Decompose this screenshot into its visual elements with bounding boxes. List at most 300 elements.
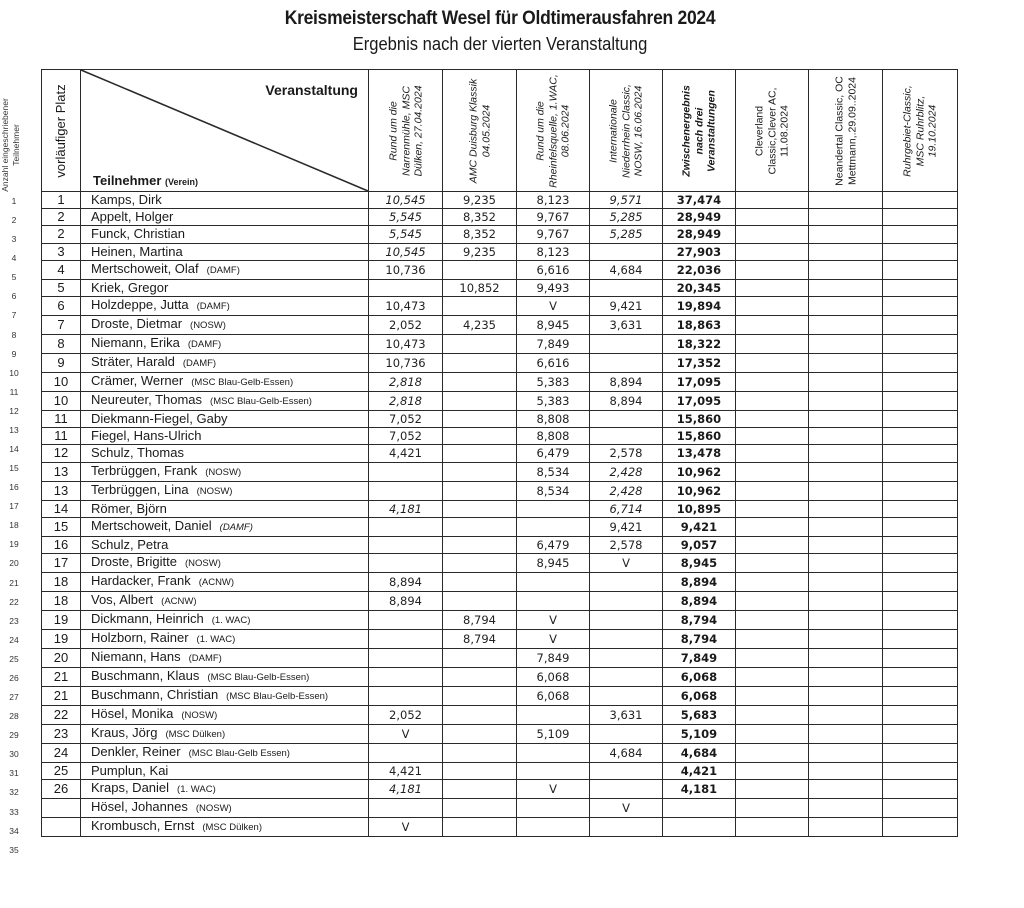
interim-total: 4,181 [663, 780, 736, 799]
participant-name: Krombusch, Ernst [91, 818, 195, 834]
event-header-line: 19.10.2024 [926, 104, 939, 157]
event-score-8 [883, 226, 958, 243]
place-cell: 18 [42, 572, 81, 591]
event-score-4: 5,285 [590, 209, 663, 226]
row-number: 35 [9, 844, 19, 855]
place-cell: 5 [42, 279, 81, 296]
participant-cell [81, 500, 369, 517]
event-score-6 [736, 572, 809, 591]
event-score-3: 8,534 [517, 481, 590, 500]
event-header-line: Mettmann,.29.09..2024 [845, 76, 858, 185]
event-score-7 [809, 572, 883, 591]
event-score-8 [883, 818, 958, 837]
table-row [42, 243, 958, 260]
table-row [42, 500, 958, 517]
event-header-line: Zwischenergebnis [680, 84, 693, 177]
event-score-6 [736, 724, 809, 743]
row-number: 11 [9, 386, 19, 397]
event-score-1: 4,421 [369, 445, 443, 462]
event-score-3 [517, 743, 590, 762]
event-score-4 [590, 334, 663, 353]
participant-cell [81, 629, 369, 648]
place-cell: 26 [42, 780, 81, 799]
event-score-1: 2,052 [369, 315, 443, 334]
interim-total: 13,478 [663, 445, 736, 462]
table-row [42, 315, 958, 334]
interim-total: 18,322 [663, 334, 736, 353]
event-score-2 [443, 260, 517, 279]
participant-cell [81, 705, 369, 724]
interim-total: 8,945 [663, 553, 736, 572]
club-name: (MSC Blau-Gelb Essen) [188, 747, 290, 759]
participant-name: Heinen, Martina [91, 243, 183, 259]
club-name: (DAMF) [188, 652, 222, 664]
interim-total: 28,949 [663, 226, 736, 243]
event-score-3: 8,123 [517, 243, 590, 260]
event-score-2 [443, 372, 517, 391]
event-score-2 [443, 553, 517, 572]
club-name: (1. WAC) [211, 614, 251, 626]
event-score-6 [736, 517, 809, 536]
event-score-4 [590, 591, 663, 610]
event-score-2 [443, 462, 517, 481]
table-row [42, 481, 958, 500]
event-score-2 [443, 591, 517, 610]
place-cell: 13 [42, 462, 81, 481]
table-row [42, 391, 958, 410]
event-header-8 [883, 70, 958, 192]
place-cell: 17 [42, 553, 81, 572]
participant-name: Sträter, Harald [91, 353, 175, 369]
event-score-7 [809, 780, 883, 799]
participant-name: Funck, Christian [91, 226, 185, 242]
event-score-7 [809, 517, 883, 536]
event-header-3 [517, 70, 590, 192]
event-score-3 [517, 517, 590, 536]
row-number: 32 [9, 787, 19, 798]
interim-total: 10,895 [663, 500, 736, 517]
participant-cell [81, 391, 369, 410]
event-score-2: 9,235 [443, 192, 517, 209]
event-score-8 [883, 428, 958, 445]
event-score-4 [590, 243, 663, 260]
interim-total: 8,894 [663, 591, 736, 610]
place-cell: 9 [42, 353, 81, 372]
participant-cell [81, 743, 369, 762]
event-score-2: 8,352 [443, 226, 517, 243]
event-score-8 [883, 209, 958, 226]
participant-name: Neureuter, Thomas [91, 391, 203, 407]
event-header-label [534, 74, 572, 188]
participant-cell [81, 410, 369, 427]
place-cell: 2 [42, 209, 81, 226]
event-score-7 [809, 353, 883, 372]
event-score-1 [369, 517, 443, 536]
table-row [42, 260, 958, 279]
event-score-2 [443, 667, 517, 686]
results-table [41, 69, 958, 837]
event-score-4: 4,684 [590, 743, 663, 762]
participant-cell [81, 353, 369, 372]
event-score-3: 6,068 [517, 686, 590, 705]
event-score-2 [443, 780, 517, 799]
event-score-1 [369, 686, 443, 705]
event-score-1 [369, 667, 443, 686]
event-score-7 [809, 743, 883, 762]
row-number: 7 [11, 310, 17, 321]
event-score-8 [883, 243, 958, 260]
event-score-7 [809, 192, 883, 209]
event-header-line: Neandertal Classic, OC [833, 75, 845, 186]
event-score-8 [883, 315, 958, 334]
event-score-4: 8,894 [590, 391, 663, 410]
event-score-2: 10,852 [443, 279, 517, 296]
table-row [42, 192, 958, 209]
table-row [42, 372, 958, 391]
place-header-label: vorläufiger Platz [52, 83, 68, 178]
diagonal-header [81, 70, 369, 192]
event-score-1: 2,052 [369, 705, 443, 724]
event-score-8 [883, 192, 958, 209]
club-name: (NOSW) [190, 319, 226, 331]
table-row [42, 209, 958, 226]
interim-total: 17,095 [663, 391, 736, 410]
event-header-line: 11.08.2024 [778, 104, 791, 157]
row-number: 31 [9, 768, 19, 779]
table-row [42, 591, 958, 610]
event-score-8 [883, 517, 958, 536]
row-number: 27 [9, 692, 19, 703]
place-header [42, 70, 81, 192]
participant-cell [81, 209, 369, 226]
place-cell: 19 [42, 610, 81, 629]
row-number: 10 [9, 367, 19, 378]
event-score-1: 4,181 [369, 500, 443, 517]
place-cell: 11 [42, 410, 81, 427]
club-name: (NOSW) [181, 709, 218, 721]
event-header-7 [809, 70, 883, 192]
place-cell: 20 [42, 648, 81, 667]
participant-cell [81, 445, 369, 462]
event-score-8 [883, 648, 958, 667]
event-score-3 [517, 591, 590, 610]
event-header-label [607, 84, 645, 178]
event-score-1: 8,894 [369, 572, 443, 591]
event-score-4 [590, 610, 663, 629]
event-header-label [753, 87, 791, 174]
event-score-2 [443, 762, 517, 779]
event-score-4 [590, 818, 663, 837]
participant-name: Dickmann, Heinrich [91, 610, 204, 626]
event-score-2 [443, 481, 517, 500]
participant-name: Diekmann-Fiegel, Gaby [91, 411, 228, 427]
event-score-6 [736, 762, 809, 779]
event-header-line: Internationale [607, 98, 620, 163]
event-score-7 [809, 629, 883, 648]
row-number: 3 [11, 234, 17, 245]
event-score-8 [883, 334, 958, 353]
club-name: (NOSW) [205, 466, 242, 478]
event-score-7 [809, 481, 883, 500]
event-score-6 [736, 667, 809, 686]
place-cell: 25 [42, 762, 81, 779]
event-score-1 [369, 610, 443, 629]
table-row [42, 799, 958, 818]
table-row [42, 517, 958, 536]
table-row [42, 724, 958, 743]
event-header-label [387, 85, 425, 176]
event-score-8 [883, 372, 958, 391]
event-score-4 [590, 780, 663, 799]
event-score-7 [809, 648, 883, 667]
event-score-1 [369, 481, 443, 500]
event-header-label [901, 85, 939, 177]
participant-name: Droste, Dietmar [91, 315, 183, 331]
event-score-8 [883, 591, 958, 610]
event-score-8 [883, 686, 958, 705]
event-score-4: 2,578 [590, 536, 663, 553]
event-score-6 [736, 500, 809, 517]
place-cell: 14 [42, 500, 81, 517]
participant-name: Holzborn, Rainer [91, 629, 189, 645]
club-name: (MSC Dülken) [202, 822, 262, 834]
place-cell [42, 818, 81, 837]
event-score-3: 8,123 [517, 192, 590, 209]
event-score-8 [883, 799, 958, 818]
participant-name: Terbrüggen, Lina [91, 481, 189, 497]
row-number: 24 [9, 634, 19, 645]
event-score-8 [883, 410, 958, 427]
event-score-6 [736, 536, 809, 553]
event-score-3: 5,383 [517, 391, 590, 410]
participant-cell [81, 610, 369, 629]
row-number: 5 [11, 272, 17, 283]
event-score-4 [590, 686, 663, 705]
table-row [42, 353, 958, 372]
place-cell: 4 [42, 260, 81, 279]
event-score-1 [369, 648, 443, 667]
event-score-8 [883, 705, 958, 724]
row-number: 9 [11, 348, 17, 359]
participant-cell [81, 553, 369, 572]
club-name: (1. WAC) [177, 784, 216, 796]
event-score-4 [590, 353, 663, 372]
event-header-line: 08.06.2024 [559, 104, 572, 157]
event-score-6 [736, 462, 809, 481]
event-score-6 [736, 705, 809, 724]
event-score-6 [736, 780, 809, 799]
participant-cell [81, 686, 369, 705]
event-score-4: 2,428 [590, 462, 663, 481]
event-score-3: 9,767 [517, 226, 590, 243]
event-score-8 [883, 762, 958, 779]
event-score-8 [883, 296, 958, 315]
club-name: (DAMF) [182, 357, 217, 369]
event-header-label [467, 78, 492, 182]
event-score-2 [443, 572, 517, 591]
row-number: 30 [9, 749, 19, 760]
place-cell: 18 [42, 591, 81, 610]
participant-name: Hösel, Johannes [91, 799, 188, 815]
event-score-2: 8,352 [443, 209, 517, 226]
event-score-7 [809, 410, 883, 427]
event-header-line: NOSW, 16.06.2024 [632, 85, 645, 176]
event-score-6 [736, 209, 809, 226]
interim-total: 5,683 [663, 705, 736, 724]
event-score-4: V [590, 553, 663, 572]
event-score-1: V [369, 724, 443, 743]
table-row [42, 686, 958, 705]
event-score-8 [883, 629, 958, 648]
club-name: (NOSW) [195, 803, 232, 815]
event-score-2 [443, 648, 517, 667]
participant-name: Schulz, Thomas [91, 445, 184, 461]
participant-name: Pumplun, Kai [91, 762, 169, 778]
row-number: 15 [9, 463, 19, 474]
participant-name: Kraps, Daniel [91, 780, 170, 796]
document-subtitle: Ergebnis nach der vierten Veranstaltung [352, 34, 648, 54]
participant-cell [81, 372, 369, 391]
table-row [42, 279, 958, 296]
event-score-3: 6,616 [517, 353, 590, 372]
event-header-line: Cleverland [753, 105, 766, 156]
row-number: 21 [9, 577, 19, 588]
interim-total [663, 799, 736, 818]
event-header-line: Veranstaltungen [705, 89, 718, 172]
participant-name: Crämer, Werner [91, 372, 184, 388]
event-score-2 [443, 517, 517, 536]
interim-total: 4,421 [663, 762, 736, 779]
row-number: 20 [9, 558, 19, 569]
participant-name: Niemann, Hans [91, 648, 181, 664]
participant-cell [81, 799, 369, 818]
table-row [42, 667, 958, 686]
event-score-1: 7,052 [369, 410, 443, 427]
interim-total: 19,894 [663, 296, 736, 315]
event-header-2 [443, 70, 517, 192]
event-score-7 [809, 610, 883, 629]
event-score-4 [590, 762, 663, 779]
participant-name: Kamps, Dirk [91, 192, 162, 208]
event-score-6 [736, 372, 809, 391]
event-score-7 [809, 724, 883, 743]
event-header-line: Niederrhein Classic, [619, 83, 632, 178]
event-score-3: V [517, 780, 590, 799]
event-score-1: 5,545 [369, 226, 443, 243]
event-score-2 [443, 705, 517, 724]
event-score-4: 3,631 [590, 315, 663, 334]
event-score-8 [883, 667, 958, 686]
table-row [42, 705, 958, 724]
club-name: (MSC Blau-Gelb-Essen) [207, 671, 310, 683]
participant-name: Kriek, Gregor [91, 279, 169, 295]
event-score-3 [517, 500, 590, 517]
participant-name: Buschmann, Christian [91, 686, 219, 702]
event-score-8 [883, 780, 958, 799]
interim-total: 7,849 [663, 648, 736, 667]
table-row [42, 553, 958, 572]
place-cell: 22 [42, 705, 81, 724]
place-cell: 11 [42, 428, 81, 445]
event-score-4: 6,714 [590, 500, 663, 517]
event-score-6 [736, 243, 809, 260]
participant-name: Hardacker, Frank [91, 572, 191, 588]
event-score-7 [809, 762, 883, 779]
participant-cell [81, 724, 369, 743]
row-number-column [0, 192, 28, 860]
row-number: 6 [11, 291, 17, 302]
table-row [42, 334, 958, 353]
event-score-2 [443, 743, 517, 762]
event-score-8 [883, 500, 958, 517]
table-row [42, 410, 958, 427]
event-score-7 [809, 315, 883, 334]
interim-total: 8,894 [663, 572, 736, 591]
event-score-3 [517, 762, 590, 779]
table-row [42, 780, 958, 799]
event-score-4: 9,421 [590, 296, 663, 315]
club-name: (MSC Blau-Gelb-Essen) [191, 376, 294, 388]
event-score-1: 5,545 [369, 209, 443, 226]
event-score-3: 6,479 [517, 445, 590, 462]
participant-name: Kraus, Jörg [91, 724, 158, 740]
event-header-5 [663, 70, 736, 192]
event-header-4 [590, 70, 663, 192]
participant-cell [81, 243, 369, 260]
club-name: (1. WAC) [196, 633, 236, 645]
event-score-7 [809, 536, 883, 553]
event-score-4 [590, 279, 663, 296]
event-score-6 [736, 818, 809, 837]
interim-total: 6,068 [663, 667, 736, 686]
event-score-1 [369, 799, 443, 818]
participant-name: Vos, Albert [91, 591, 154, 607]
interim-total: 10,962 [663, 481, 736, 500]
table-row [42, 445, 958, 462]
row-number: 26 [9, 672, 19, 683]
event-score-1: 4,421 [369, 762, 443, 779]
event-score-7 [809, 260, 883, 279]
place-cell: 8 [42, 334, 81, 353]
participant-cell [81, 536, 369, 553]
participant-name: Denkler, Reiner [91, 743, 181, 759]
participant-cell [81, 296, 369, 315]
event-score-2: 8,794 [443, 610, 517, 629]
event-score-2 [443, 799, 517, 818]
event-header-line: MSC Ruhrblitz, [913, 95, 926, 166]
event-score-7 [809, 553, 883, 572]
event-score-2: 8,794 [443, 629, 517, 648]
event-score-3: 6,068 [517, 667, 590, 686]
event-score-1 [369, 279, 443, 296]
participant-name: Schulz, Petra [91, 536, 169, 552]
event-score-6 [736, 629, 809, 648]
event-score-3: 6,479 [517, 536, 590, 553]
club-name: (NOSW) [196, 485, 233, 497]
event-score-8 [883, 260, 958, 279]
event-header-1 [369, 70, 443, 192]
participant-cell [81, 260, 369, 279]
event-score-7 [809, 243, 883, 260]
event-score-6 [736, 296, 809, 315]
row-number: 4 [11, 253, 17, 264]
event-score-3: 8,945 [517, 315, 590, 334]
participant-name: Mertschoweit, Olaf [91, 260, 199, 276]
event-header-label [680, 85, 718, 177]
event-score-8 [883, 391, 958, 410]
club-name: (DAMF) [196, 300, 230, 312]
club-name: (MSC Blau-Gelb-Essen) [226, 690, 329, 702]
